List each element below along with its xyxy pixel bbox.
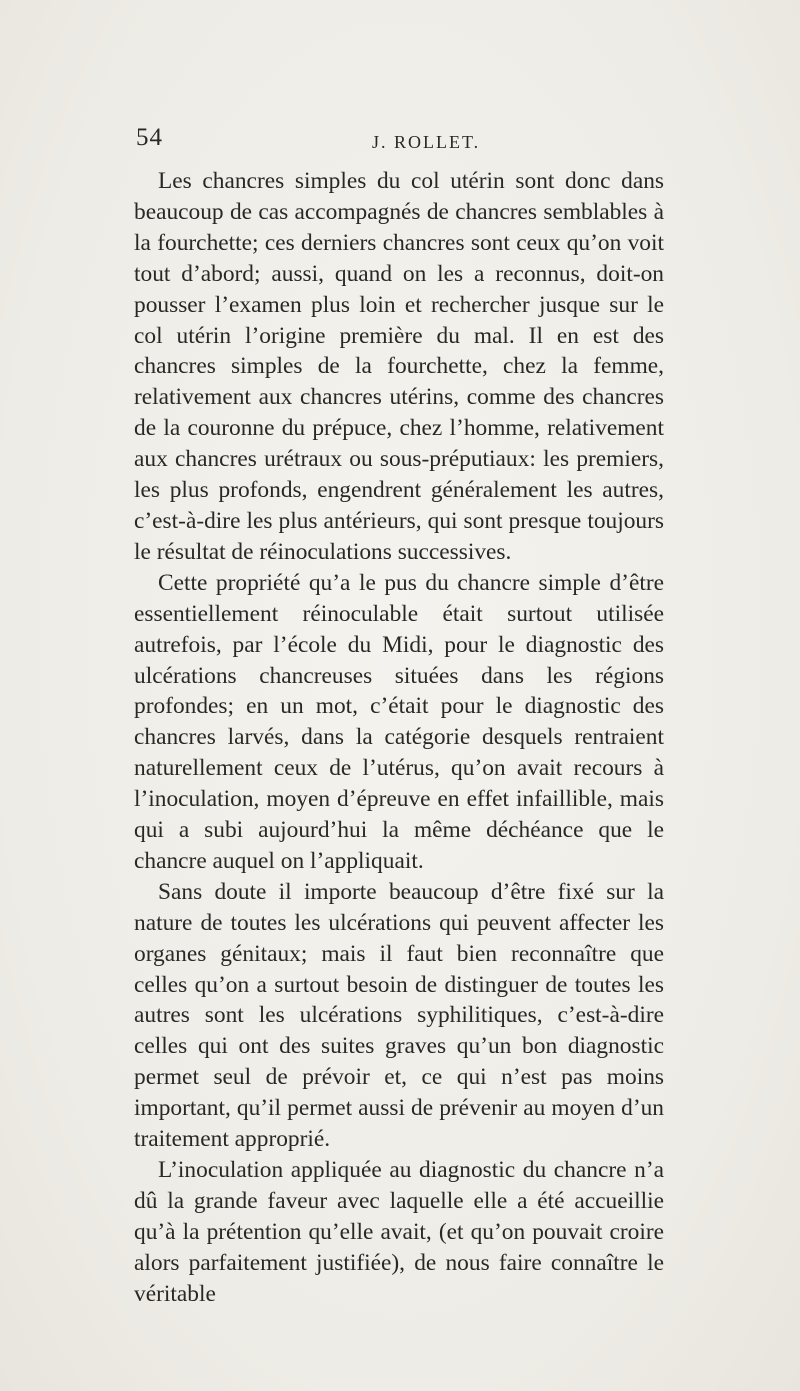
page-header <box>136 124 656 160</box>
running-head: J. ROLLET. <box>372 132 481 152</box>
paragraph-2: Cette propriété qu’a le pus du chancre simple d’être essentiellement réinoculable était surtout utilisée autrefois, par l’école du Midi, pour le diagnostic des ulcérations chancreuses situées dans les régions profondes; en un mot, c’était pour le diagnostic des chancres larvés, dans la catégorie desquels rentraient naturellement ceux de l’utérus, qu’on avait recours à l’inoculation, moyen d’épreuve en effet infaillible, mais qui a subi aujourd’hui la même déchéance que le chancre auquel on l’appliquait. <box>134 569 664 874</box>
paragraph-4: L’inoculation appliquée au diagnostic du chancre n’a dû la grande faveur avec laquelle elle a été accueillie qu’à la prétention qu’elle avait, (et qu’on pouvait croire alors parfaitement justifiée), de nous faire connaître le véritable <box>134 1157 664 1307</box>
page-number: 54 <box>136 124 163 151</box>
body-text <box>134 166 664 1310</box>
paragraph-1: Les chancres simples du col utérin sont donc dans beaucoup de cas accompagnés de chancres semblables à la fourchette; ces derniers chancres sont ceux qu’on voit tout d’abord; aussi, quand on les a reconnus, doit-on pousser l’examen plus loin et rechercher jusque sur le col utérin l’origine première du mal. Il en est des chancres simples de la fourchette, chez la femme, relativement aux chancres utérins, comme des chancres de la couronne du prépuce, chez l’homme, relativement aux chancres urétraux ou sous-préputiaux: les premiers, les plus profonds, engendrent généralement les autres, c’est-à-dire les plus antérieurs, qui sont presque toujours le résultat de réinoculations successives. <box>134 168 664 565</box>
paragraph-3: Sans doute il importe beaucoup d’être fixé sur la nature de toutes les ulcérations qui peuvent affecter les organes génitaux; mais il faut bien reconnaître que celles qu’on a surtout besoin de distinguer de toutes les autres sont les ulcérations syphilitiques, c’est-à-dire celles qui ont des suites graves qu’un bon diagnostic permet seul de prévoir et, ce qui n’est pas moins important, qu’il permet aussi de prévenir au moyen d’un traitement approprié. <box>134 878 664 1153</box>
